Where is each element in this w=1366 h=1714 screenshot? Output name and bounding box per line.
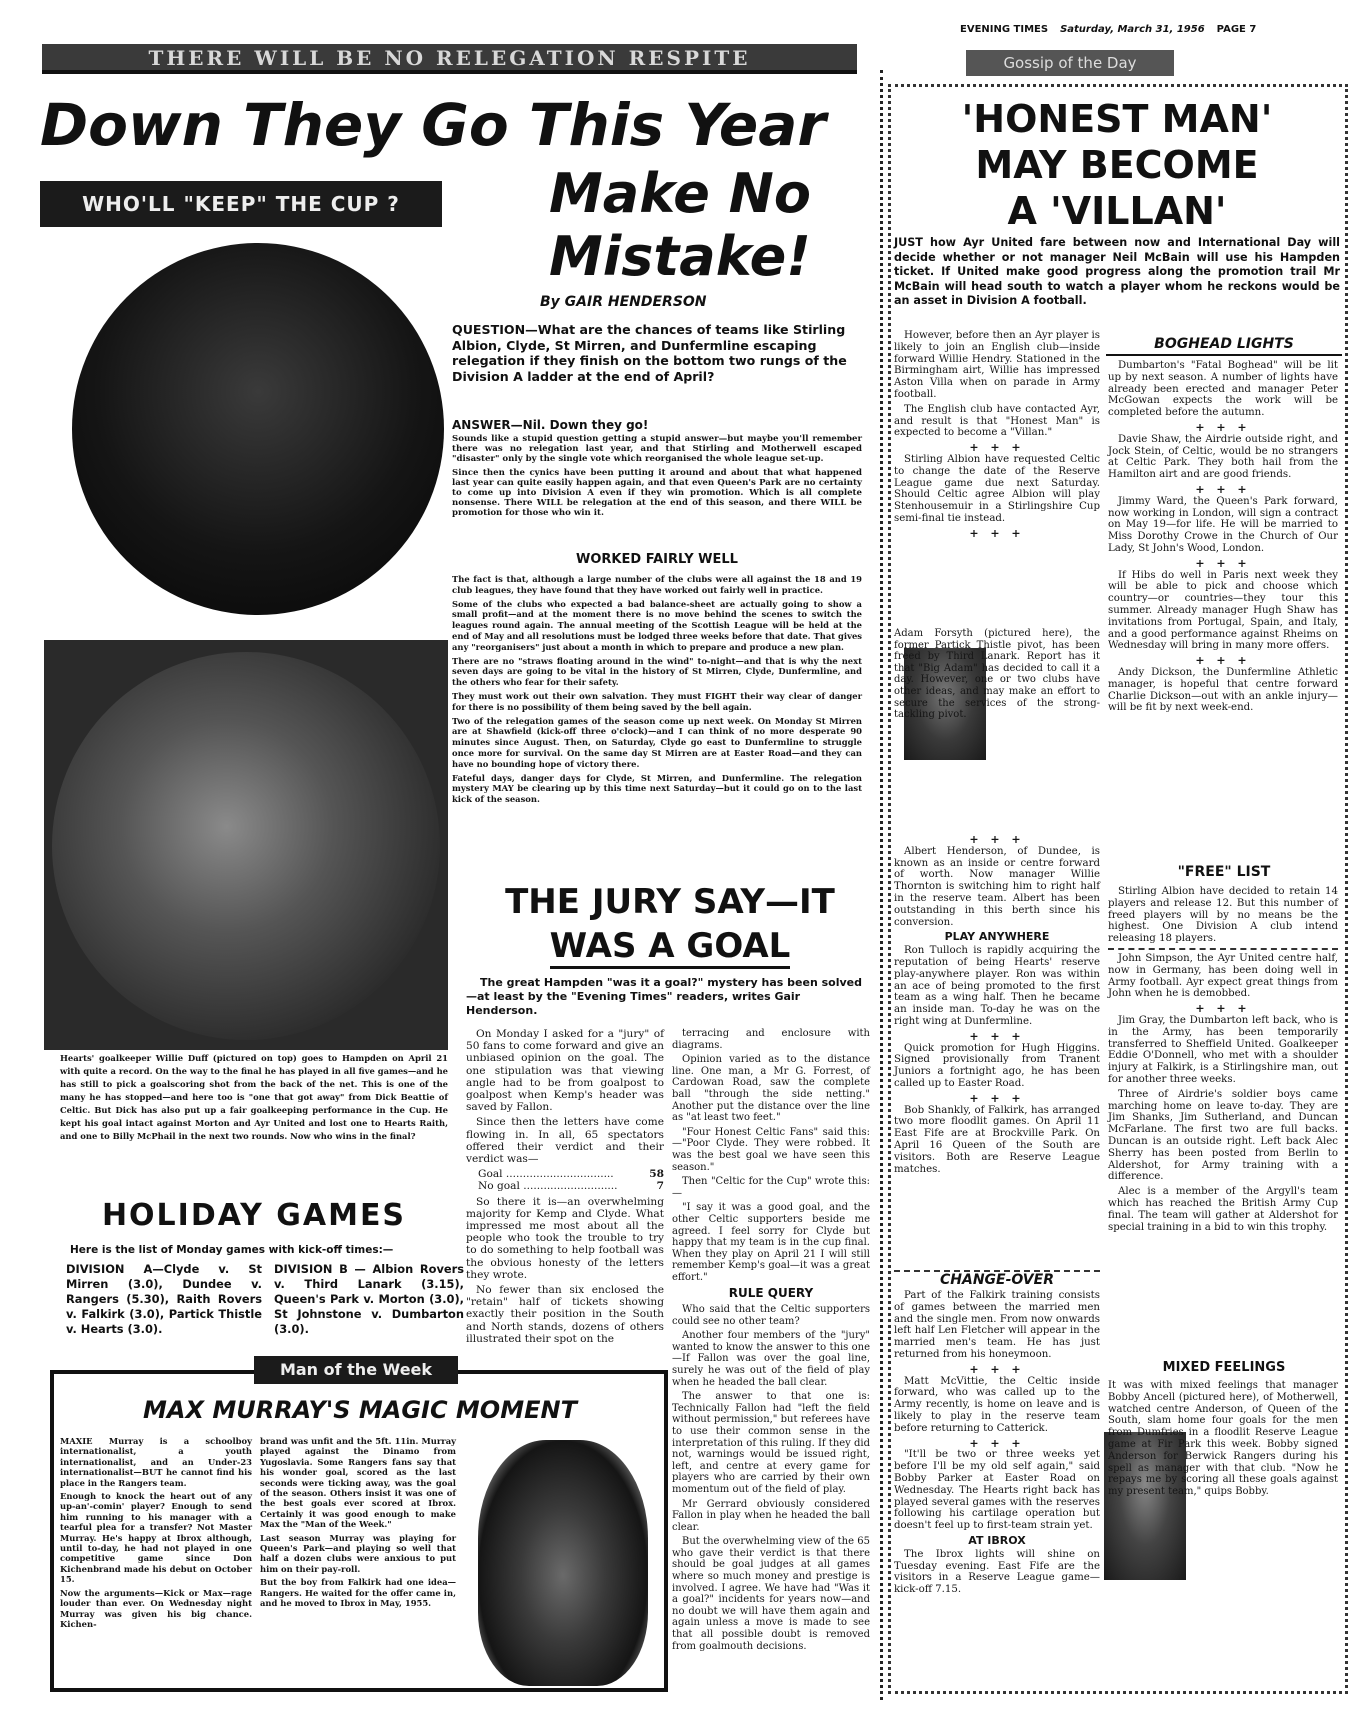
- jury-c2-paragraph-5: "I say it was a good goal, and the other Celtic supporters beside me agreed. I feel sorry for Clyde but happy that my team is in the cup final. When they play on April 21 I will still remember Kemp's goal—it was a great effort.": [672, 1202, 870, 1283]
- worked-paragraph-3: There are no "straws floating around in the wind" to-night—and that is why the next seven days are going to be vital in the history of St Mirren, Clyde, Dunfermline, and the others who fear for their safety.: [452, 655, 862, 688]
- jury-c2-paragraph-2: Opinion varied as to the distance line. One man, a Mr G. Forrest, of Cardowan Road, saw the complete ball "through the side netting." Another put the distance over the line as "at least two feet.": [672, 1054, 870, 1124]
- gossip-column-a-mid: [894, 834, 1100, 1268]
- separator: + + +: [1195, 420, 1251, 434]
- gossip-b-paragraph-8: Jim Gray, the Dumbarton left back, who is in the Army, has been temporarily transferred to Sheffield United. Goalkeeper Eddie O'Donnell, who met with a shoulder injury at Falkirk, is a Stirlingshire man, out for another three weeks.: [1108, 1014, 1338, 1085]
- rule-paragraph-2: Another four members of the "jury" wanted to know the answer to this one—If Fallon was over the goal line, surely he was out of the field of play when he headed the ball clear.: [672, 1330, 870, 1388]
- mixed-feelings-heading: MIXED FEELINGS: [1162, 1360, 1286, 1375]
- separator: + + +: [1195, 654, 1251, 668]
- headline-mistake: Mistake!: [549, 225, 811, 288]
- intro-paragraph-2: Since then the cynics have been putting it around and about that what happened last year can quite easily happen again, and that even Queen's Park are no certainty to come up into Division A even if they win promotion. Which is all complete nonsense. There WILL be relegation at the end of this season, and there WILL be promotion for those who win it.: [452, 467, 862, 519]
- gossip-a-paragraph-5: Albert Henderson, of Dundee, is known as an inside or centre forward of worth. Now manager Willie Thornton is switching him to right half in the reserve team. Albert has been outstanding in this berth since his conversion.: [894, 845, 1100, 928]
- jury-paragraph-3: So there it is—an overwhelming majority for Kemp and Clyde. What impressed me most about all the people who took the trouble to try to do something to help football was the obvious honesty of the letters they wrote.: [466, 1195, 664, 1281]
- goalkeeper-photo-bottom: [52, 652, 440, 1040]
- gossip-a-paragraph-10: Matt McVittie, the Celtic inside forward, who was called up to the Army recently, is home on leave and is likely to play in the reserve team before returning to Catterick.: [894, 1375, 1100, 1434]
- jury-column-2: [672, 1028, 870, 1283]
- gossip-a-paragraph-2: The English club have contacted Ayr, and result is that "Honest Man" is expected to become a "Villan.": [894, 403, 1100, 439]
- column-divider: [880, 70, 883, 1700]
- gossip-a-paragraph-8: Bob Shankly, of Falkirk, has arranged two more floodlit games. On April 11 East Fife are at Brockville Park. On April 16 Queen of the South are visitors. Both are Reserve League matches.: [894, 1104, 1100, 1175]
- motw-c1-paragraph-1: MAXIE Murray is a schoolboy internationalist, a youth internationalist, and an Under-23 internationalist—BUT he cannot find his place in the Rangers team.: [60, 1436, 252, 1488]
- jury-headline-2: [470, 924, 870, 970]
- gossip-column-b-top: [1108, 360, 1338, 860]
- gossip-column-a-top: [894, 330, 1100, 620]
- separator: + + +: [969, 1436, 1025, 1450]
- separator: + + +: [969, 1029, 1025, 1043]
- gossip-b-paragraph-4: If Hibs do well in Paris next week they will be able to pick and choose which country—or countries—they tour this summer. Already manager Hugh Shaw has invitations from Portugal, Spain, and Italy, and a good performance against Rheims on Wednesday will bring in many more offers.: [1108, 569, 1338, 652]
- photo-caption: Hearts' goalkeeper Willie Duff (pictured on top) goes to Hampden on April 21 with quite a record. On the way to the final he has played in all five games—and he has still to pick a goalscoring shot from the back of the net. This is one of the many he has stopped—and here too is "one that got away" from Dick Beattie of Celtic. But Dick has also put up a fair goalkeeping performance in the Cup. He kept his goal intact against Morton and Ayr United and lost one to Hearts Raith, and one to Billy McPhail in the next two rounds. Now who wins in the final?: [60, 1053, 448, 1141]
- gossip-b-paragraph-6: Stirling Albion have decided to retain 14 players and release 12. But this number of freed players will by no means be the highest. One Division A club intend releasing 18 players.: [1108, 886, 1338, 945]
- gossip-column-a-bottom: [894, 1290, 1100, 1690]
- gossip-forsyth-text: Adam Forsyth (pictured here), the former Partick Thistle pivot, has been freed by Third Lanark. Report has it that "Big Adam" has decided to call it a day. However, one or two clubs have other ideas, and may make an effort to secure the services of the strong-tackling pivot.: [894, 628, 1100, 721]
- holiday-games-intro: Here is the list of Monday games with kick-off times:—: [70, 1244, 394, 1256]
- jury-paragraph-4: No fewer than six enclosed the "retain" half of tickets showing exactly their position in the South and North stands, dozens of others illustrated their spot on the: [466, 1284, 664, 1345]
- jury-c2-paragraph-1: terracing and enclosure with diagrams.: [672, 1028, 870, 1051]
- gossip-a-paragraph-3: Stirling Albion have requested Celtic to change the date of the Reserve League game due next Saturday. Should Celtic agree Albion will play Stenhousemuir in a Stirlingshire Cup semi-final tie instead.: [894, 453, 1100, 524]
- masthead: [960, 24, 1332, 40]
- cup-banner: [40, 181, 442, 227]
- gossip-a-paragraph-7: Quick promotion for Hugh Higgins. Signed provisionally from Tranent Juniors a fortnight ago, he has been called up to Easter Road.: [894, 1042, 1100, 1089]
- byline: By GAIR HENDERSON: [540, 294, 707, 310]
- worked-paragraph-2: Some of the clubs who expected a bad balance-sheet are actually going to show a small profit—and at the moment there is no move behind the scenes to switch the leagues round again. The annual meeting of the Scottish League will be held at the end of May and all resolutions must be lodged three weeks before that date. That gives any "reorganisers" just about a month in which to prepare and produce a new plan.: [452, 598, 862, 652]
- answer: ANSWER—Nil. Down they go!: [452, 418, 649, 432]
- boghead-lights-heading: BOGHEAD LIGHTS: [1106, 336, 1342, 356]
- jury-lead: The great Hampden "was it a goal?" mystery has been solved—at least by the "Evening Times" readers, writes Gair Henderson.: [466, 976, 863, 1017]
- goalkeeper-photo-top: [72, 243, 444, 615]
- gossip-b-paragraph-10: Alec is a member of the Argyll's team which has reached the British Army Cup final. The team will gather at Aldershot for special training in a bid to win this trophy.: [1108, 1186, 1338, 1233]
- verdict-goal-value: 58: [649, 1168, 664, 1181]
- jury-c2-paragraph-3: "Four Honest Celtic Fans" said this:—"Poor Clyde. They were robbed. It was the best goal we have seen this season.": [672, 1126, 870, 1173]
- motw-c1-paragraph-2: Enough to knock the heart out of any up-an'-comin' player? Enough to send him running to his manager with a tearful plea for a transfer? Not Master Murray. He's happy at Ibrox although, until to-day, he had not played in one competitive game since Don Kichenbrand made his debut on October 15.: [60, 1491, 252, 1585]
- rule-paragraph-3: The answer to that one is: Technically Fallon had "left the field without permission," but referees have to use their common sense in the interpretation of this ruling. If they did not, warnings would be issued right, left, and centre at every game for players who are carried by their own momentum out of the field of play.: [672, 1391, 871, 1495]
- separator: + + +: [969, 833, 1025, 846]
- division-a-fixtures: DIVISION A—Clyde v. St Mirren (3.0), Dundee v. Rangers (5.30), Raith Rovers v. Falkirk (3.0), Partick Thistle v. Hearts (3.0).: [66, 1262, 262, 1336]
- separator: + + +: [969, 526, 1025, 540]
- gossip-b-paragraph-7: John Simpson, the Ayr United centre half, now in Germany, has been doing well in Army football. Ayr expect great things from John when he is demobbed.: [1108, 948, 1338, 1000]
- rule-paragraph-4: Mr Gerrard obviously considered Fallon in play when he headed the ball clear.: [672, 1498, 870, 1533]
- honest-man-headline-3: A 'VILLAN': [1007, 189, 1227, 233]
- verdict-nogoal-label: No goal ............................: [478, 1180, 618, 1193]
- free-list-heading: "FREE" LIST: [1177, 864, 1271, 880]
- worked-paragraph-6: Fateful days, danger days for Clyde, St Mirren, and Dunfermline. The relegation mystery MAY be clearing up by this time next Saturday—but it could go on to the last kick of the season.: [452, 772, 862, 805]
- motw-column-1: [60, 1436, 252, 1686]
- jury-headline-1: THE JURY SAY—IT: [505, 882, 835, 922]
- page-number: PAGE 7: [1216, 24, 1257, 35]
- paper-name: EVENING TIMES: [960, 24, 1049, 35]
- gossip-b-paragraph-5: Andy Dickson, the Dunfermline Athletic manager, is hopeful that centre forward Charlie Dickson—out with an ankle injury—will be fit by next week-end.: [1108, 666, 1338, 714]
- gossip-b-paragraph-2: Davie Shaw, the Airdrie outside right, and Jock Stein, of Celtic, would be no strangers at Celtic Park. They both hail from the Hamilton airt and are good friends.: [1108, 433, 1338, 481]
- jury-headline-2-text: WAS A GOAL: [550, 926, 791, 969]
- gossip-mixed-text: It was with mixed feelings that manager Bobby Ancell (pictured here), of Motherwell, watched centre Anderson, of Queen of the South, slam home four goals for the men from Dumfries in a floodlit Reserve League game at Fir Park this week. Bobby signed Anderson for Berwick Rangers during his spell as manager with that club. "Now he repays me by scoring all these goals against my present team," quips Bobby.: [1108, 1380, 1338, 1498]
- intro-text: [452, 434, 862, 546]
- play-anywhere-heading: PLAY ANYWHERE: [944, 930, 1050, 944]
- worked-paragraph-5: Two of the relegation games of the season come up next week. On Monday St Mirren are at Shawfield (kick-off three o'clock)—and I can think of no more desperate 90 minutes since August. Then, on Saturday, Clyde go east to Dunfermline to struggle once more for survival. On the same day St Mirren are at Easter Road—and they can have no bounding hope of victory there.: [452, 715, 862, 769]
- at-ibrox-heading: AT IBROX: [968, 1533, 1026, 1547]
- man-of-week-title: MAX MURRAY'S MAGIC MOMENT: [143, 1396, 577, 1424]
- issue-date: Saturday, March 31, 1956: [1060, 24, 1205, 35]
- gossip-b-paragraph-3: Jimmy Ward, the Queen's Park forward, now working in London, will sign a contract on May 19—for life. He will be married to Miss Dorothy Crowe in the Church of Our Lady, St John's Wood, London.: [1108, 495, 1338, 554]
- separator: + + +: [969, 1362, 1025, 1376]
- headline-make-no: Make No: [549, 162, 811, 225]
- gossip-b-paragraph-9: Three of Airdrie's soldier boys came marching home on leave to-day. They are Jim Shanks, Jim Sutherland, and Duncan McFarlane. The first two are full backs. Duncan is an outside right. Left back Alec Sherry has been posted from Berlin to Aldershot, for Army training with a difference.: [1108, 1088, 1338, 1183]
- jury-paragraph-2: Since then the letters have come flowing in. In all, 65 spectators offered their verdict and their verdict was—: [466, 1116, 664, 1166]
- jury-column-1: [466, 1028, 664, 1348]
- jury-c2-paragraph-4: Then "Celtic for the Cup" wrote this:—: [672, 1176, 870, 1199]
- gossip-lead: JUST how Ayr United fare between now and International Day will decide whether or not manager Neil McBain will use his Hampden ticket. If United make good progress along the promotion trail Mr McBain will head south to watch a player whom he reckons would be an asset in Division A football.: [894, 236, 1340, 308]
- separator: + + +: [969, 1091, 1025, 1105]
- worked-text: [452, 574, 862, 866]
- motw-c1-paragraph-3: Now the arguments—Kick or Max—rage louder than ever. On Wednesday night Murray was given his big chance. Kichen-: [60, 1587, 252, 1629]
- intro-paragraph-1: Sounds like a stupid question getting a stupid answer—but maybe you'll remember there was no relegation last year, and that Stirling and Motherwell escaped "disaster" only by the single vote which reorganised the whole league set-up.: [452, 434, 862, 465]
- gossip-a-paragraph-6: Ron Tulloch is rapidly acquiring the reputation of being Hearts' reserve play-anywhere player. Ron was within an ace of being promoted to the first team as a wing half. Then he became an inside man. To-day he was on the right wing at Dunfermline.: [894, 945, 1100, 1027]
- gossip-banner: [966, 50, 1174, 76]
- rule-query-text: [672, 1304, 870, 1690]
- gossip-a-paragraph-1: However, before then an Ayr player is likely to join an English club—inside forward Willie Hendry. Stationed in the Birmingham airt, Willie has impressed Aston Villa when on parade in Army football.: [894, 330, 1100, 400]
- verdict-nogoal-value: 7: [656, 1180, 664, 1193]
- rule-paragraph-1: Who said that the Celtic supporters could see no other team?: [672, 1304, 870, 1327]
- jury-paragraph-1: On Monday I asked for a "jury" of 50 fans to come forward and give an unbiased opinion on the goal. The one stipulation was that viewing angle had to be from goalpost to goalpost when Kemp's header was saved by Fallon.: [466, 1028, 664, 1114]
- honest-man-headline-2: MAY BECOME: [975, 143, 1259, 187]
- separator: + + +: [1195, 556, 1251, 570]
- motw-column-2: [260, 1436, 456, 1686]
- separator: + + +: [969, 441, 1025, 455]
- worked-paragraph-4: They must work out their own salvation. They must FIGHT their way clear of danger for there is no possibility of them being saved by the bell again.: [452, 690, 862, 712]
- gossip-a-paragraph-9: Part of the Falkirk training consists of games between the married men and the single men. From now onwards left half Len Fletcher will appear in the married men's team. He has just returned from his honeymoon.: [894, 1290, 1100, 1360]
- relegation-banner-text: THERE WILL BE NO RELEGATION RESPITE: [148, 46, 751, 70]
- worked-fairly-well-heading: WORKED FAIRLY WELL: [576, 552, 738, 567]
- motw-c2-paragraph-2: Last season Murray was playing for Queen's Park—and playing so well that half a dozen clubs were anxious to put him on their pay-roll.: [260, 1532, 456, 1574]
- gossip-b-paragraph-1: Dumbarton's "Fatal Boghead" will be lit up by next season. A number of lights have already been erected and manager Peter McGowan expects the work will be completed before the autumn.: [1108, 360, 1338, 419]
- gossip-a-paragraph-12: The Ibrox lights will shine on Tuesday evening. East Fife are the visitors in a Reserve League game—kick-off 7.15.: [894, 1548, 1100, 1596]
- man-of-week-label-text: Man of the Week: [279, 1360, 433, 1379]
- separator: + + +: [1195, 482, 1251, 496]
- motw-c2-paragraph-3: But the boy from Falkirk had one idea—Rangers. He waited for the offer came in, and he moved to Ibrox in May, 1955.: [260, 1577, 456, 1609]
- gossip-a-paragraph-11: "It'll be two or three weeks yet before I'll be my old self again," said Bobby Parker at Easter Road on Wednesday. The Hearts right back has played several games with the reserves following his cartilage operation but doesn't feel up to first-team strain yet.: [894, 1449, 1100, 1532]
- verdict-goal-row: [466, 1168, 664, 1180]
- separator: + + +: [1195, 1002, 1251, 1016]
- cup-banner-text: WHO'LL "KEEP" THE CUP ?: [82, 192, 400, 216]
- question: QUESTION—What are the chances of teams like Stirling Albion, Clyde, St Mirren, and Dunfermline escaping relegation if they finish on the bottom two rungs of the Division A ladder at the end of April?: [452, 322, 847, 384]
- gossip-banner-text: Gossip of the Day: [1003, 54, 1137, 72]
- rule-query-heading: RULE QUERY: [728, 1286, 814, 1300]
- rule-paragraph-5: But the overwhelming view of the 65 who gave their verdict is that there should be goal judges at all games where so much money and prestige is involved. I agree. We have had "Was it a goal?" incidents for years now—and no doubt we will have them again and again unless a move is made to see that all possible doubt is removed from goalmouth decisions.: [672, 1536, 870, 1652]
- verdict-nogoal-row: [466, 1180, 664, 1192]
- gossip-column-b-mid: [1108, 886, 1338, 1356]
- main-headline: Down They Go This Year: [40, 91, 826, 159]
- motw-c2-paragraph-1: brand was unfit and the 5ft. 11in. Murray played against the Dinamo from Yugoslavia. Some Rangers fans say that his wonder goal, scored as the last seconds were ticking away, was the goal of the season. Others insist it was one of the best goals ever scored at Ibrox. Certainly it was good enough to make Max the "Man of the Week.": [260, 1436, 456, 1530]
- holiday-games-title: HOLIDAY GAMES: [101, 1198, 407, 1233]
- verdict-goal-label: Goal ................................: [478, 1168, 614, 1181]
- max-murray-photo: [478, 1440, 648, 1686]
- change-over-heading: CHANGE-OVER: [894, 1270, 1100, 1288]
- relegation-banner: [42, 44, 857, 74]
- man-of-week-label: [254, 1356, 458, 1384]
- honest-man-headline-1: 'HONEST MAN': [961, 97, 1273, 141]
- worked-paragraph-1: The fact is that, although a large number of the clubs were all against the 18 and 19 club leagues, they have found that they have worked out fairly well in practice.: [452, 574, 862, 595]
- division-b-fixtures: DIVISION B — Albion Rovers v. Third Lanark (3.15), Queen's Park v. Morton (3.0), St Johnstone v. Dumbarton (3.0).: [274, 1262, 464, 1336]
